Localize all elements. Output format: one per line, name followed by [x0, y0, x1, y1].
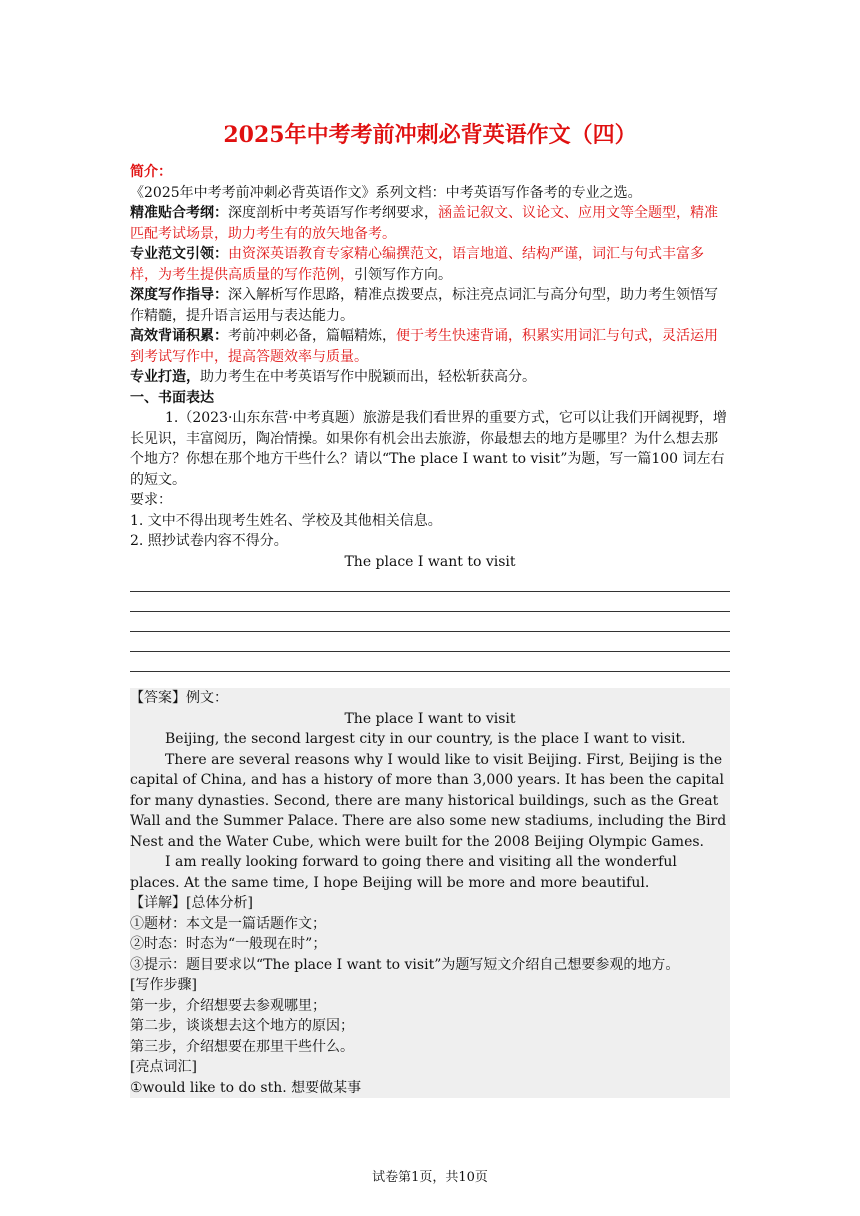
step-2: 第二步，谈谈想去这个地方的原因； — [130, 1018, 354, 1034]
detail-2: ②时态：时态为“一般现在时”； — [130, 936, 327, 952]
answer-label: 【答案】例文： — [130, 690, 228, 706]
document-title: 2025年中考考前冲刺必背英语作文（四） — [223, 122, 637, 148]
detail-3: ③提示：题目要求以“The place I want to visit”为题写短文介绍自己想要参观的地方。 — [130, 956, 680, 973]
vocab-label: [亮点词汇] — [130, 1059, 197, 1075]
question-text: 1.（2023·山东东营·中考真题）旅游是我们看世界的重要方式，它可以让我们开阔视野，增长见识，丰富阅历，陶冶情操。如果你有机会出去旅游，你最想去的地方是哪里？为什么想去那个地方？你想在那个地方干些什么？请以“The place I want to visit”为题，写一篇100 词左右的短文。 — [130, 410, 727, 488]
requirement-1: 1. 文中不得出现考生姓名、学校及其他相关信息。 — [130, 512, 442, 529]
intro-point-4: 高效背诵积累：考前冲刺必备，篇幅精炼，便于考生快速背诵，积累实用词汇与句式，灵活运用到考试写作中，提高答题效率与质量。 — [130, 328, 718, 365]
intro-point-1: 精准贴合考纲：深度剖析中考英语写作考纲要求，涵盖记叙文、议论文、应用文等全题型，精准匹配考试场景，助力考生有的放矢地备考。 — [130, 205, 718, 242]
intro-point-3: 深度写作指导：深入解析写作思路，精准点拨要点，标注亮点词汇与高分句型，助力考生领悟写作精髓，提升语言运用与表达能力。 — [130, 287, 718, 324]
intro-section — [130, 162, 730, 692]
step-1: 第一步，介绍想要去参观哪里； — [130, 997, 326, 1014]
answer-title: The place I want to visit — [344, 710, 516, 727]
requirements-label: 要求： — [130, 492, 172, 508]
detail-label: 【详解】[总体分析] — [130, 895, 253, 911]
detail-1: ①题材：本文是一篇话题作文； — [130, 915, 326, 932]
answer-line — [130, 592, 730, 612]
answer-section — [130, 688, 730, 1098]
intro-series: 《2025年中考考前冲刺必背英语作文》系列文档：中考英语写作备考的专业之选。 — [130, 184, 642, 201]
answer-line — [130, 612, 730, 632]
intro-heading: 简介： — [130, 164, 172, 180]
vocab-1: ①would like to do sth. 想要做某事 — [130, 1079, 362, 1096]
answer-para-2: There are several reasons why I would like to visit Beijing. First, Beijing is the capital of China, and has a history of more than 3,000 years. It has been the capital for many dynasties. Second, there are many historical buildings, such as the Great Wall and the Summer Palace. There are also some new stadiums, including the Bird Nest and the Water Cube, which were built for the 2008 Beijing Olympic Games. — [130, 751, 727, 850]
essay-title: The place I want to visit — [344, 553, 516, 570]
steps-label: [写作步骤] — [130, 977, 197, 993]
requirement-2: 2. 照抄试卷内容不得分。 — [130, 533, 288, 549]
step-3: 第三步，介绍想要在那里干些什么。 — [130, 1038, 354, 1055]
section-heading: 一、书面表达 — [130, 389, 214, 406]
answer-para-1: Beijing, the second largest city in our country, is the place I want to visit. — [165, 731, 686, 747]
answer-line — [130, 632, 730, 652]
intro-point-2: 专业范文引领：由资深英语教育专家精心编撰范文，语言地道、结构严谨，词汇与句式丰富多样，为考生提供高质量的写作范例，引领写作方向。 — [130, 246, 704, 283]
answer-line — [130, 572, 730, 592]
intro-point-5: 专业打造，助力考生在中考英语写作中脱颖而出，轻松斩获高分。 — [130, 369, 536, 385]
page-footer: 试卷第1页，共10页 — [372, 1170, 488, 1185]
answer-para-3: I am really looking forward to going there and visiting all the wonderful places. At the same time, I hope Beijing will be more and more beautiful. — [130, 854, 677, 891]
answer-line — [130, 652, 730, 672]
